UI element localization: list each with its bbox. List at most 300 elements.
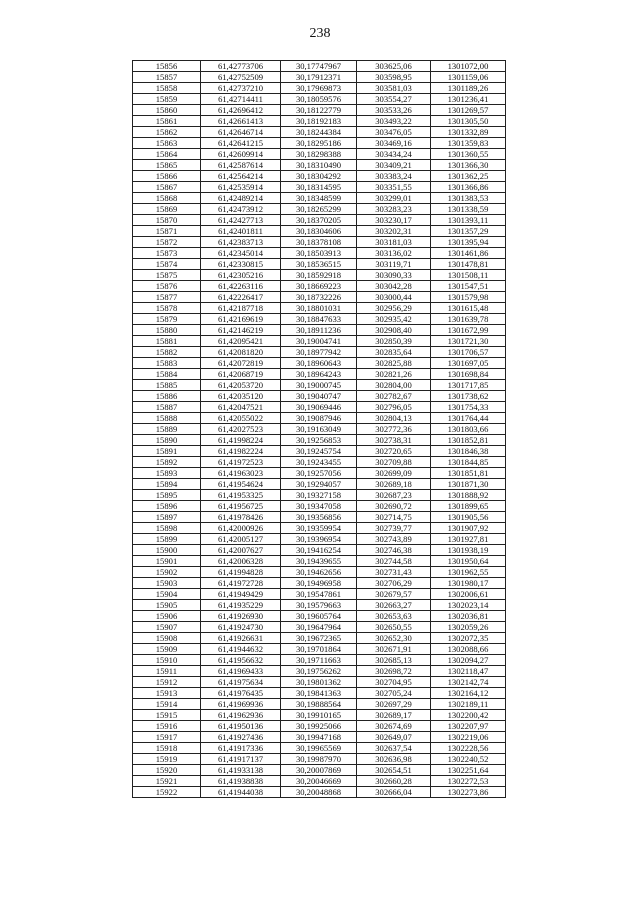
longitude-cell: 30,18801031 — [281, 303, 357, 314]
longitude-cell: 30,19327158 — [281, 490, 357, 501]
y-coordinate-cell: 1301721,30 — [431, 336, 506, 347]
y-coordinate-cell: 1301332,89 — [431, 127, 506, 138]
y-coordinate-cell: 1301360,55 — [431, 149, 506, 160]
latitude-cell: 61,42027523 — [201, 424, 281, 435]
longitude-cell: 30,19496958 — [281, 578, 357, 589]
latitude-cell: 61,42330815 — [201, 259, 281, 270]
x-coordinate-cell: 303554,27 — [357, 94, 431, 105]
latitude-cell: 61,42752509 — [201, 72, 281, 83]
latitude-cell: 61,42055022 — [201, 413, 281, 424]
y-coordinate-cell: 1301269,57 — [431, 105, 506, 116]
y-coordinate-cell: 1301717,85 — [431, 380, 506, 391]
point-number-cell: 15876 — [133, 281, 201, 292]
x-coordinate-cell: 302908,40 — [357, 325, 431, 336]
point-number-cell: 15863 — [133, 138, 201, 149]
point-number-cell: 15903 — [133, 578, 201, 589]
latitude-cell: 61,42401811 — [201, 226, 281, 237]
point-number-cell: 15861 — [133, 116, 201, 127]
latitude-cell: 61,41982224 — [201, 446, 281, 457]
table-row — [133, 600, 506, 611]
table-row — [133, 182, 506, 193]
latitude-cell: 61,42489214 — [201, 193, 281, 204]
latitude-cell: 61,42263116 — [201, 281, 281, 292]
y-coordinate-cell: 1302240,52 — [431, 754, 506, 765]
table-row — [133, 347, 506, 358]
y-coordinate-cell: 1301672,99 — [431, 325, 506, 336]
table-row — [133, 281, 506, 292]
latitude-cell: 61,42383713 — [201, 237, 281, 248]
y-coordinate-cell: 1301907,92 — [431, 523, 506, 534]
y-coordinate-cell: 1301357,29 — [431, 226, 506, 237]
y-coordinate-cell: 1301305,50 — [431, 116, 506, 127]
latitude-cell: 61,41933138 — [201, 765, 281, 776]
table-body — [133, 61, 506, 798]
longitude-cell: 30,19801362 — [281, 677, 357, 688]
latitude-cell: 61,41917137 — [201, 754, 281, 765]
y-coordinate-cell: 1302094,27 — [431, 655, 506, 666]
longitude-cell: 30,19462656 — [281, 567, 357, 578]
y-coordinate-cell: 1302036,81 — [431, 611, 506, 622]
latitude-cell: 61,41944632 — [201, 644, 281, 655]
y-coordinate-cell: 1301738,62 — [431, 391, 506, 402]
point-number-cell: 15882 — [133, 347, 201, 358]
x-coordinate-cell: 302697,29 — [357, 699, 431, 710]
point-number-cell: 15918 — [133, 743, 201, 754]
point-number-cell: 15878 — [133, 303, 201, 314]
table-row — [133, 259, 506, 270]
longitude-cell: 30,18370205 — [281, 215, 357, 226]
y-coordinate-cell: 1302207,97 — [431, 721, 506, 732]
x-coordinate-cell: 302637,54 — [357, 743, 431, 754]
table-row — [133, 193, 506, 204]
longitude-cell: 30,18732226 — [281, 292, 357, 303]
longitude-cell: 30,19647964 — [281, 622, 357, 633]
latitude-cell: 61,41924730 — [201, 622, 281, 633]
point-number-cell: 15870 — [133, 215, 201, 226]
x-coordinate-cell: 302956,29 — [357, 303, 431, 314]
longitude-cell: 30,19087946 — [281, 413, 357, 424]
table-row — [133, 622, 506, 633]
table-row — [133, 468, 506, 479]
x-coordinate-cell: 303299,01 — [357, 193, 431, 204]
y-coordinate-cell: 1301764,44 — [431, 413, 506, 424]
latitude-cell: 61,41917336 — [201, 743, 281, 754]
table-row — [133, 479, 506, 490]
x-coordinate-cell: 302685,13 — [357, 655, 431, 666]
longitude-cell: 30,18244384 — [281, 127, 357, 138]
y-coordinate-cell: 1301393,11 — [431, 215, 506, 226]
latitude-cell: 61,41962936 — [201, 710, 281, 721]
x-coordinate-cell: 303202,31 — [357, 226, 431, 237]
y-coordinate-cell: 1301706,57 — [431, 347, 506, 358]
table-row — [133, 391, 506, 402]
longitude-cell: 30,18378108 — [281, 237, 357, 248]
point-number-cell: 15886 — [133, 391, 201, 402]
latitude-cell: 61,42661413 — [201, 116, 281, 127]
latitude-cell: 61,42053720 — [201, 380, 281, 391]
longitude-cell: 30,18977942 — [281, 347, 357, 358]
y-coordinate-cell: 1302088,66 — [431, 644, 506, 655]
latitude-cell: 61,42000926 — [201, 523, 281, 534]
y-coordinate-cell: 1301871,30 — [431, 479, 506, 490]
x-coordinate-cell: 302738,31 — [357, 435, 431, 446]
point-number-cell: 15884 — [133, 369, 201, 380]
point-number-cell: 15899 — [133, 534, 201, 545]
y-coordinate-cell: 1301888,92 — [431, 490, 506, 501]
x-coordinate-cell: 302714,75 — [357, 512, 431, 523]
y-coordinate-cell: 1302200,42 — [431, 710, 506, 721]
point-number-cell: 15881 — [133, 336, 201, 347]
longitude-cell: 30,19888564 — [281, 699, 357, 710]
latitude-cell: 61,41963023 — [201, 468, 281, 479]
y-coordinate-cell: 1301846,38 — [431, 446, 506, 457]
latitude-cell: 61,42564214 — [201, 171, 281, 182]
x-coordinate-cell: 302660,28 — [357, 776, 431, 787]
y-coordinate-cell: 1302164,12 — [431, 688, 506, 699]
longitude-cell: 30,19000745 — [281, 380, 357, 391]
y-coordinate-cell: 1301615,48 — [431, 303, 506, 314]
point-number-cell: 15860 — [133, 105, 201, 116]
latitude-cell: 61,41954624 — [201, 479, 281, 490]
x-coordinate-cell: 302709,88 — [357, 457, 431, 468]
table-row — [133, 402, 506, 413]
point-number-cell: 15913 — [133, 688, 201, 699]
point-number-cell: 15888 — [133, 413, 201, 424]
latitude-cell: 61,42305216 — [201, 270, 281, 281]
point-number-cell: 15874 — [133, 259, 201, 270]
point-number-cell: 15896 — [133, 501, 201, 512]
point-number-cell: 15902 — [133, 567, 201, 578]
point-number-cell: 15891 — [133, 446, 201, 457]
longitude-cell: 30,19356856 — [281, 512, 357, 523]
x-coordinate-cell: 302663,27 — [357, 600, 431, 611]
longitude-cell: 30,18503913 — [281, 248, 357, 259]
longitude-cell: 30,19605764 — [281, 611, 357, 622]
x-coordinate-cell: 302666,04 — [357, 787, 431, 798]
y-coordinate-cell: 1302142,74 — [431, 677, 506, 688]
latitude-cell: 61,42005127 — [201, 534, 281, 545]
x-coordinate-cell: 303351,55 — [357, 182, 431, 193]
x-coordinate-cell: 303042,28 — [357, 281, 431, 292]
latitude-cell: 61,41972523 — [201, 457, 281, 468]
latitude-cell: 61,41998224 — [201, 435, 281, 446]
point-number-cell: 15864 — [133, 149, 201, 160]
longitude-cell: 30,18298388 — [281, 149, 357, 160]
y-coordinate-cell: 1302059,26 — [431, 622, 506, 633]
point-number-cell: 15912 — [133, 677, 201, 688]
y-coordinate-cell: 1301395,94 — [431, 237, 506, 248]
longitude-cell: 30,19256853 — [281, 435, 357, 446]
longitude-cell: 30,19701864 — [281, 644, 357, 655]
table-row — [133, 127, 506, 138]
table-row — [133, 611, 506, 622]
x-coordinate-cell: 303136,02 — [357, 248, 431, 259]
point-number-cell: 15873 — [133, 248, 201, 259]
point-number-cell: 15875 — [133, 270, 201, 281]
latitude-cell: 61,42095421 — [201, 336, 281, 347]
table-row — [133, 501, 506, 512]
latitude-cell: 61,42345014 — [201, 248, 281, 259]
longitude-cell: 30,19910165 — [281, 710, 357, 721]
point-number-cell: 15915 — [133, 710, 201, 721]
longitude-cell: 30,18314595 — [281, 182, 357, 193]
longitude-cell: 30,20046669 — [281, 776, 357, 787]
y-coordinate-cell: 1301508,11 — [431, 270, 506, 281]
table-row — [133, 314, 506, 325]
table-row — [133, 732, 506, 743]
y-coordinate-cell: 1302023,14 — [431, 600, 506, 611]
longitude-cell: 30,18348599 — [281, 193, 357, 204]
y-coordinate-cell: 1302273,86 — [431, 787, 506, 798]
x-coordinate-cell: 303625,06 — [357, 61, 431, 72]
latitude-cell: 61,42081820 — [201, 347, 281, 358]
table-row — [133, 589, 506, 600]
longitude-cell: 30,19257056 — [281, 468, 357, 479]
latitude-cell: 61,42609914 — [201, 149, 281, 160]
table-row — [133, 787, 506, 798]
latitude-cell: 61,41994828 — [201, 567, 281, 578]
x-coordinate-cell: 303434,24 — [357, 149, 431, 160]
x-coordinate-cell: 302654,51 — [357, 765, 431, 776]
point-number-cell: 15900 — [133, 545, 201, 556]
longitude-cell: 30,19347058 — [281, 501, 357, 512]
x-coordinate-cell: 302689,17 — [357, 710, 431, 721]
y-coordinate-cell: 1301461,86 — [431, 248, 506, 259]
latitude-cell: 61,41926631 — [201, 633, 281, 644]
table-row — [133, 336, 506, 347]
latitude-cell: 61,42226417 — [201, 292, 281, 303]
point-number-cell: 15887 — [133, 402, 201, 413]
latitude-cell: 61,42007627 — [201, 545, 281, 556]
y-coordinate-cell: 1301236,41 — [431, 94, 506, 105]
table-row — [133, 105, 506, 116]
point-number-cell: 15892 — [133, 457, 201, 468]
table-row — [133, 765, 506, 776]
longitude-cell: 30,18192183 — [281, 116, 357, 127]
x-coordinate-cell: 302772,36 — [357, 424, 431, 435]
table-row — [133, 578, 506, 589]
table-row — [133, 457, 506, 468]
point-number-cell: 15865 — [133, 160, 201, 171]
point-number-cell: 15877 — [133, 292, 201, 303]
longitude-cell: 30,19069446 — [281, 402, 357, 413]
longitude-cell: 30,20048868 — [281, 787, 357, 798]
point-number-cell: 15869 — [133, 204, 201, 215]
longitude-cell: 30,19841363 — [281, 688, 357, 699]
latitude-cell: 61,41938838 — [201, 776, 281, 787]
point-number-cell: 15872 — [133, 237, 201, 248]
table-row — [133, 666, 506, 677]
point-number-cell: 15898 — [133, 523, 201, 534]
table-row — [133, 644, 506, 655]
y-coordinate-cell: 1301359,83 — [431, 138, 506, 149]
x-coordinate-cell: 302835,64 — [357, 347, 431, 358]
coordinates-table — [132, 60, 506, 798]
point-number-cell: 15895 — [133, 490, 201, 501]
x-coordinate-cell: 302782,67 — [357, 391, 431, 402]
x-coordinate-cell: 302804,00 — [357, 380, 431, 391]
x-coordinate-cell: 302704,95 — [357, 677, 431, 688]
point-number-cell: 15856 — [133, 61, 201, 72]
x-coordinate-cell: 302746,38 — [357, 545, 431, 556]
longitude-cell: 30,19947168 — [281, 732, 357, 743]
longitude-cell: 30,17969873 — [281, 83, 357, 94]
table-row — [133, 688, 506, 699]
y-coordinate-cell: 1301905,56 — [431, 512, 506, 523]
y-coordinate-cell: 1301366,86 — [431, 182, 506, 193]
table-row — [133, 523, 506, 534]
latitude-cell: 61,42641215 — [201, 138, 281, 149]
longitude-cell: 30,17912371 — [281, 72, 357, 83]
table-row — [133, 743, 506, 754]
longitude-cell: 30,19547861 — [281, 589, 357, 600]
longitude-cell: 30,18122779 — [281, 105, 357, 116]
table-row — [133, 94, 506, 105]
latitude-cell: 61,42773706 — [201, 61, 281, 72]
latitude-cell: 61,42006328 — [201, 556, 281, 567]
x-coordinate-cell: 302720,65 — [357, 446, 431, 457]
longitude-cell: 30,19040747 — [281, 391, 357, 402]
table-row — [133, 149, 506, 160]
latitude-cell: 61,41975634 — [201, 677, 281, 688]
x-coordinate-cell: 303581,03 — [357, 83, 431, 94]
table-row — [133, 237, 506, 248]
y-coordinate-cell: 1301754,33 — [431, 402, 506, 413]
latitude-cell: 61,41953325 — [201, 490, 281, 501]
table-row — [133, 160, 506, 171]
y-coordinate-cell: 1301579,98 — [431, 292, 506, 303]
longitude-cell: 30,20007869 — [281, 765, 357, 776]
x-coordinate-cell: 303409,21 — [357, 160, 431, 171]
latitude-cell: 61,41949429 — [201, 589, 281, 600]
longitude-cell: 30,19579663 — [281, 600, 357, 611]
point-number-cell: 15862 — [133, 127, 201, 138]
table-row — [133, 171, 506, 182]
table-row — [133, 204, 506, 215]
point-number-cell: 15910 — [133, 655, 201, 666]
latitude-cell: 61,41972728 — [201, 578, 281, 589]
point-number-cell: 15897 — [133, 512, 201, 523]
latitude-cell: 61,42035120 — [201, 391, 281, 402]
latitude-cell: 61,41926930 — [201, 611, 281, 622]
point-number-cell: 15879 — [133, 314, 201, 325]
latitude-cell: 61,42047521 — [201, 402, 281, 413]
point-number-cell: 15889 — [133, 424, 201, 435]
point-number-cell: 15868 — [133, 193, 201, 204]
latitude-cell: 61,41956632 — [201, 655, 281, 666]
point-number-cell: 15883 — [133, 358, 201, 369]
longitude-cell: 30,19004741 — [281, 336, 357, 347]
longitude-cell: 30,18536515 — [281, 259, 357, 270]
table-row — [133, 325, 506, 336]
y-coordinate-cell: 1301366,30 — [431, 160, 506, 171]
point-number-cell: 15916 — [133, 721, 201, 732]
table-row — [133, 358, 506, 369]
x-coordinate-cell: 302739,77 — [357, 523, 431, 534]
point-number-cell: 15857 — [133, 72, 201, 83]
latitude-cell: 61,42473912 — [201, 204, 281, 215]
y-coordinate-cell: 1301189,26 — [431, 83, 506, 94]
latitude-cell: 61,42146219 — [201, 325, 281, 336]
x-coordinate-cell: 303119,71 — [357, 259, 431, 270]
y-coordinate-cell: 1301844,85 — [431, 457, 506, 468]
latitude-cell: 61,41927436 — [201, 732, 281, 743]
latitude-cell: 61,42427713 — [201, 215, 281, 226]
y-coordinate-cell: 1301072,00 — [431, 61, 506, 72]
latitude-cell: 61,42072819 — [201, 358, 281, 369]
table-row — [133, 424, 506, 435]
x-coordinate-cell: 303283,23 — [357, 204, 431, 215]
y-coordinate-cell: 1301159,06 — [431, 72, 506, 83]
y-coordinate-cell: 1301962,55 — [431, 567, 506, 578]
y-coordinate-cell: 1301697,05 — [431, 358, 506, 369]
longitude-cell: 30,19987970 — [281, 754, 357, 765]
latitude-cell: 61,41969936 — [201, 699, 281, 710]
y-coordinate-cell: 1301927,81 — [431, 534, 506, 545]
y-coordinate-cell: 1301980,17 — [431, 578, 506, 589]
longitude-cell: 30,18304606 — [281, 226, 357, 237]
y-coordinate-cell: 1302118,47 — [431, 666, 506, 677]
x-coordinate-cell: 302698,72 — [357, 666, 431, 677]
longitude-cell: 30,18265299 — [281, 204, 357, 215]
x-coordinate-cell: 302850,39 — [357, 336, 431, 347]
y-coordinate-cell: 1302272,53 — [431, 776, 506, 787]
latitude-cell: 61,41944038 — [201, 787, 281, 798]
y-coordinate-cell: 1302189,11 — [431, 699, 506, 710]
x-coordinate-cell: 302935,42 — [357, 314, 431, 325]
latitude-cell: 61,42535914 — [201, 182, 281, 193]
y-coordinate-cell: 1301803,66 — [431, 424, 506, 435]
point-number-cell: 15866 — [133, 171, 201, 182]
table-row — [133, 754, 506, 765]
point-number-cell: 15917 — [133, 732, 201, 743]
x-coordinate-cell: 303476,05 — [357, 127, 431, 138]
table-row — [133, 303, 506, 314]
y-coordinate-cell: 1301851,81 — [431, 468, 506, 479]
table-row — [133, 248, 506, 259]
point-number-cell: 15906 — [133, 611, 201, 622]
y-coordinate-cell: 1301899,65 — [431, 501, 506, 512]
table-row — [133, 490, 506, 501]
point-number-cell: 15859 — [133, 94, 201, 105]
x-coordinate-cell: 302679,57 — [357, 589, 431, 600]
latitude-cell: 61,42169619 — [201, 314, 281, 325]
x-coordinate-cell: 302649,07 — [357, 732, 431, 743]
point-number-cell: 15920 — [133, 765, 201, 776]
y-coordinate-cell: 1301383,53 — [431, 193, 506, 204]
point-number-cell: 15908 — [133, 633, 201, 644]
point-number-cell: 15893 — [133, 468, 201, 479]
table-row — [133, 83, 506, 94]
longitude-cell: 30,19672365 — [281, 633, 357, 644]
point-number-cell: 15922 — [133, 787, 201, 798]
y-coordinate-cell: 1301478,81 — [431, 259, 506, 270]
table-row — [133, 226, 506, 237]
table-row — [133, 567, 506, 578]
table-row — [133, 61, 506, 72]
longitude-cell: 30,18295186 — [281, 138, 357, 149]
longitude-cell: 30,18964243 — [281, 369, 357, 380]
longitude-cell: 30,18960643 — [281, 358, 357, 369]
table-row — [133, 138, 506, 149]
table-row — [133, 776, 506, 787]
point-number-cell: 15904 — [133, 589, 201, 600]
x-coordinate-cell: 303533,26 — [357, 105, 431, 116]
x-coordinate-cell: 302650,55 — [357, 622, 431, 633]
y-coordinate-cell: 1301547,51 — [431, 281, 506, 292]
x-coordinate-cell: 302825,88 — [357, 358, 431, 369]
longitude-cell: 30,18059576 — [281, 94, 357, 105]
